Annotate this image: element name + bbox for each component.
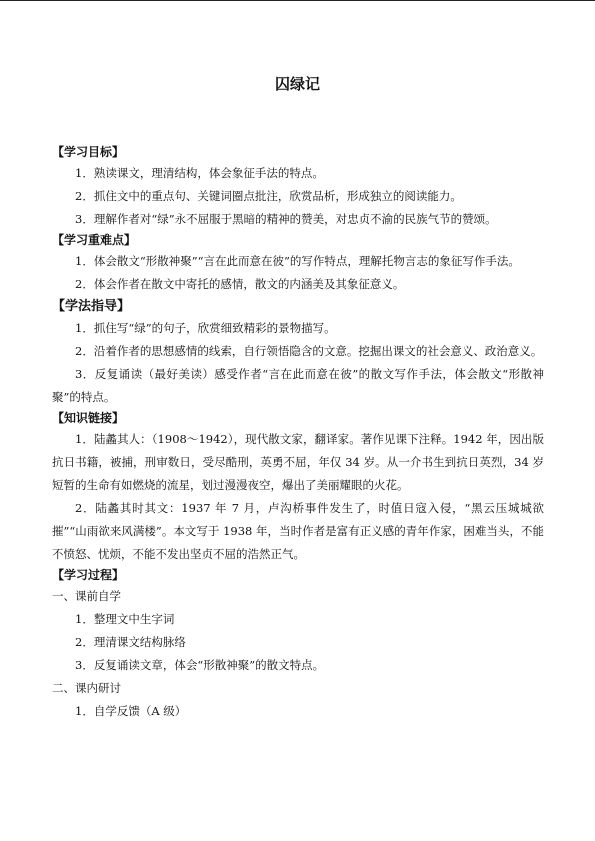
key-point-item-2: 2．体会作者在散文中寄托的感情，散文的内涵美及其象征意义。 (75, 277, 405, 291)
process-part-1-item-2: 2．理清课文结构脉络 (75, 635, 186, 649)
knowledge-item-2: 2．陆蠡其时其文：1937 年 7 月，卢沟桥事件发生了，时值日寇入侵，“黑云压城城欲摧”“山雨欲来风满楼”。本文写于 1938 年，当时作者是富有正义感的青年作家，困难当头，不能不愤怒、忧烦，不能不发出坚贞不屈的浩然正气。 (52, 501, 544, 561)
process-part-1-item-3: 3．反复诵读文章，体会“形散神聚”的散文特点。 (75, 658, 325, 672)
heading-method-guide: 【学法指导】 (52, 299, 131, 314)
knowledge-item-1: 1．陆蠡其人：（1908～1942），现代散文家，翻译家。著作见课下注释。1942 年，因出版抗日书籍，被捕，刑审数日，受尽酷刑，英勇不屈，年仅 34 岁。从一介书生到抗日英烈，34 岁短暂的生命有如燃烧的流星，划过漫漫夜空，爆出了美丽耀眼的火花。 (52, 432, 544, 492)
heading-key-points: 【学习重难点】 (52, 233, 137, 247)
document-body (52, 143, 544, 723)
heading-objectives: 【学习目标】 (52, 145, 125, 159)
objective-item-3: 3．理解作者对“绿”永不屈服于黑暗的精神的赞美，对忠贞不渝的民族气节的赞颂。 (75, 212, 497, 226)
process-part-1-item-1: 1．整理文中生字词 (75, 612, 175, 626)
method-item-3: 3．反复诵读（最好美读）感受作者“言在此而意在彼”的散文写作手法，体会散文“形散神聚”的特点。 (52, 367, 544, 404)
top-rule (0, 0, 595, 1)
process-part-2-label: 二、课内研讨 (52, 681, 121, 695)
key-point-item-1: 1．体会散文“形散神聚”“言在此而意在彼”的写作特点，理解托物言志的象征写作手法。 (75, 254, 520, 268)
objective-item-1: 1．熟读课文，理清结构，体会象征手法的特点。 (75, 166, 324, 180)
method-item-1: 1．抓住写“绿”的句子，欣赏细致精彩的景物描写。 (75, 321, 336, 335)
method-item-2: 2．沿着作者的思想感情的线索，自行领悟隐含的文意。挖掘出课文的社会意义、政治意义。 (75, 344, 543, 358)
process-part-1-label: 一、课前自学 (52, 589, 121, 603)
heading-learning-process: 【学习过程】 (52, 568, 125, 582)
process-part-2-item-1: 1．自学反馈（A 级） (75, 704, 187, 718)
objective-item-2: 2．抓住文中的重点句、关键词圈点批注，欣赏品析，形成独立的阅读能力。 (75, 189, 462, 203)
heading-knowledge-links: 【知识链接】 (52, 411, 125, 425)
page-title: 囚绿记 (274, 75, 320, 93)
